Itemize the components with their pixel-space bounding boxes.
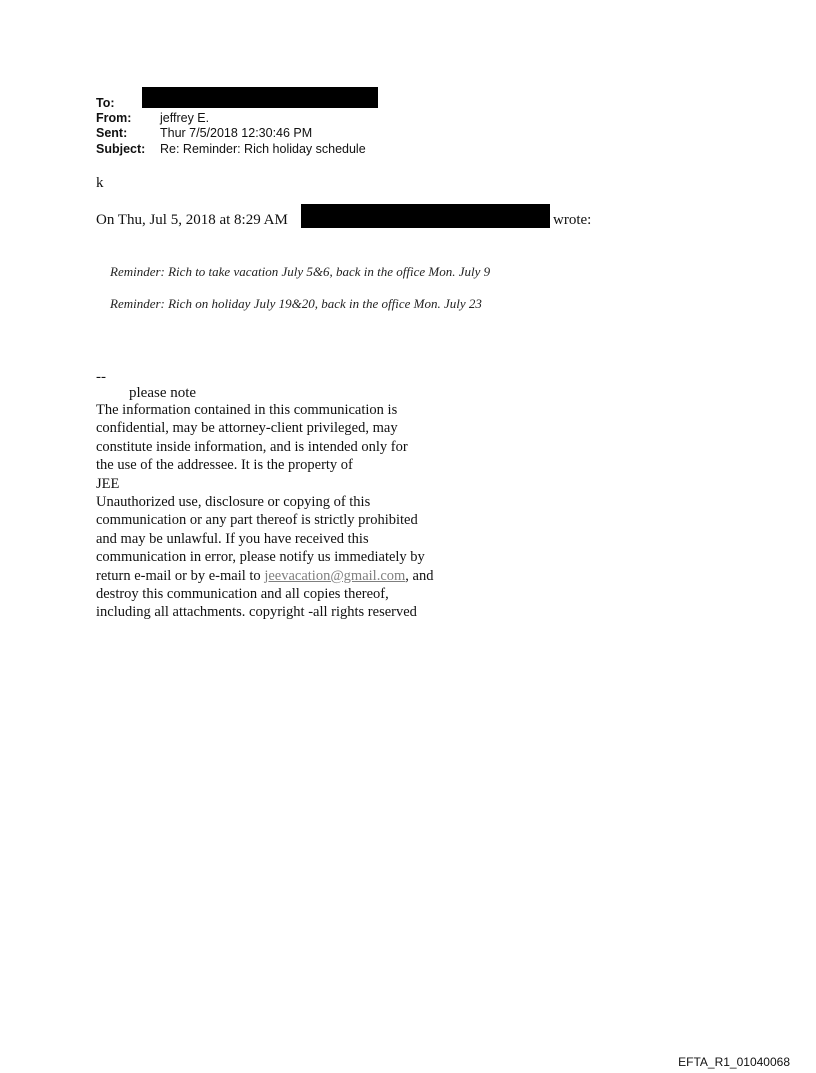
from-value: jeffrey E. xyxy=(160,111,210,125)
subject-value: Re: Reminder: Rich holiday schedule xyxy=(160,142,366,156)
quote-intro-prefix: On Thu, Jul 5, 2018 at 8:29 AM xyxy=(96,212,288,228)
quoted-line: Reminder: Rich to take vacation July 5&6, back in the office Mon. July 9 xyxy=(110,264,491,279)
disclaimer-line: constitute inside information, and is intended only for xyxy=(96,438,408,455)
quoted-line: Reminder: Rich on holiday July 19&20, back in the office Mon. July 23 xyxy=(110,296,482,311)
email-line-suffix: , and xyxy=(405,567,434,584)
document-id: EFTA_R1_01040068 xyxy=(678,1055,790,1069)
reply-text: k xyxy=(96,175,104,191)
email-link[interactable]: jeevacation@gmail.com xyxy=(264,567,406,584)
disclaimer-line: including all attachments. copyright -all rights reserved xyxy=(96,604,417,621)
disclaimer-line: and may be unlawful. If you have received this xyxy=(96,530,369,547)
disclaimer-line: the use of the addressee. It is the property of xyxy=(96,457,353,474)
disclaimer-line: The information contained in this communication is xyxy=(96,402,398,418)
from-label: From: xyxy=(96,111,132,125)
to-redaction-bar xyxy=(142,87,378,108)
to-label: To: xyxy=(96,96,115,110)
signature-separator: -- xyxy=(96,369,106,385)
quote-intro-suffix: wrote: xyxy=(553,212,592,228)
subject-label: Subject: xyxy=(96,142,146,156)
sender-redaction-bar xyxy=(301,204,550,228)
sent-value: Thur 7/5/2018 12:30:46 PM xyxy=(160,126,313,140)
please-note-text: please note xyxy=(129,385,197,401)
disclaimer-line: confidential, may be attorney-client privileged, may xyxy=(96,420,398,437)
sent-label: Sent: xyxy=(96,126,128,140)
confidentiality-disclaimer xyxy=(96,401,516,622)
disclaimer-line: destroy this communication and all copies thereof, xyxy=(96,586,389,603)
disclaimer-line: Unauthorized use, disclosure or copying of this xyxy=(96,494,371,511)
disclaimer-line: JEE xyxy=(96,475,120,492)
disclaimer-line: communication in error, please notify us immediately by xyxy=(96,549,425,566)
disclaimer-email-line xyxy=(96,567,516,585)
disclaimer-line: communication or any part thereof is strictly prohibited xyxy=(96,512,418,529)
email-line-prefix: return e-mail or by e-mail to xyxy=(96,567,265,584)
